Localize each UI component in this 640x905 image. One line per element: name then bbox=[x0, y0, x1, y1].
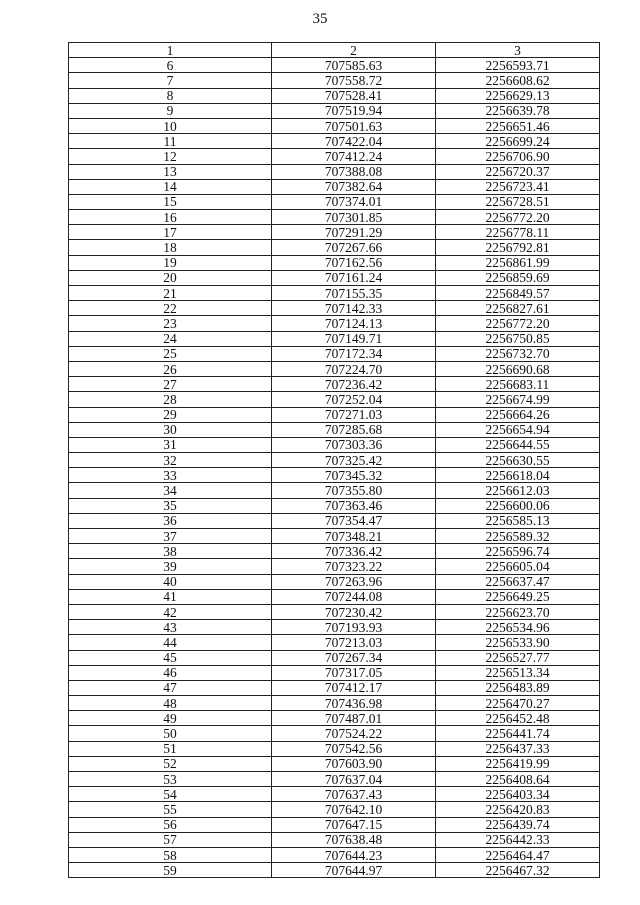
point-number-cell: 22 bbox=[69, 301, 272, 316]
point-number-cell: 11 bbox=[69, 134, 272, 149]
point-number-cell: 29 bbox=[69, 407, 272, 422]
y-coordinate-cell: 2256750.85 bbox=[436, 331, 600, 346]
x-coordinate-cell: 707142.33 bbox=[272, 301, 436, 316]
table-row bbox=[69, 422, 600, 437]
y-coordinate-cell: 2256654.94 bbox=[436, 422, 600, 437]
x-coordinate-cell: 707303.36 bbox=[272, 437, 436, 452]
point-number-cell: 31 bbox=[69, 437, 272, 452]
y-coordinate-cell: 2256651.46 bbox=[436, 118, 600, 133]
table-row bbox=[69, 711, 600, 726]
x-coordinate-cell: 707285.68 bbox=[272, 422, 436, 437]
x-coordinate-cell: 707336.42 bbox=[272, 544, 436, 559]
y-coordinate-cell: 2256674.99 bbox=[436, 392, 600, 407]
table-row bbox=[69, 589, 600, 604]
point-number-cell: 59 bbox=[69, 863, 272, 878]
x-coordinate-cell: 707637.04 bbox=[272, 772, 436, 787]
point-number-cell: 15 bbox=[69, 194, 272, 209]
point-number-cell: 41 bbox=[69, 589, 272, 604]
x-coordinate-cell: 707155.35 bbox=[272, 286, 436, 301]
table-row bbox=[69, 255, 600, 270]
table-row bbox=[69, 802, 600, 817]
y-coordinate-cell: 2256629.13 bbox=[436, 88, 600, 103]
point-number-cell: 51 bbox=[69, 741, 272, 756]
table-row bbox=[69, 468, 600, 483]
x-coordinate-cell: 707637.43 bbox=[272, 787, 436, 802]
x-coordinate-cell: 707267.66 bbox=[272, 240, 436, 255]
x-coordinate-cell: 707354.47 bbox=[272, 513, 436, 528]
table-row bbox=[69, 741, 600, 756]
x-coordinate-cell: 707644.23 bbox=[272, 847, 436, 862]
x-coordinate-cell: 707487.01 bbox=[272, 711, 436, 726]
y-coordinate-cell: 2256470.27 bbox=[436, 696, 600, 711]
table-row bbox=[69, 680, 600, 695]
point-number-cell: 52 bbox=[69, 756, 272, 771]
table-row bbox=[69, 407, 600, 422]
x-coordinate-cell: 707263.96 bbox=[272, 574, 436, 589]
table-row bbox=[69, 696, 600, 711]
x-coordinate-cell: 707317.05 bbox=[272, 665, 436, 680]
y-coordinate-cell: 2256792.81 bbox=[436, 240, 600, 255]
x-coordinate-cell: 707638.48 bbox=[272, 832, 436, 847]
table-row bbox=[69, 286, 600, 301]
table-row bbox=[69, 529, 600, 544]
y-coordinate-cell: 2256639.78 bbox=[436, 103, 600, 118]
point-number-cell: 9 bbox=[69, 103, 272, 118]
table-header-row bbox=[69, 43, 600, 58]
table-row bbox=[69, 498, 600, 513]
x-coordinate-cell: 707644.97 bbox=[272, 863, 436, 878]
table-row bbox=[69, 346, 600, 361]
point-number-cell: 49 bbox=[69, 711, 272, 726]
x-coordinate-cell: 707213.03 bbox=[272, 635, 436, 650]
y-coordinate-cell: 2256600.06 bbox=[436, 498, 600, 513]
y-coordinate-cell: 2256513.34 bbox=[436, 665, 600, 680]
table-row bbox=[69, 240, 600, 255]
x-coordinate-cell: 707230.42 bbox=[272, 604, 436, 619]
column-header: 1 bbox=[69, 43, 272, 58]
table-row bbox=[69, 361, 600, 376]
table-row bbox=[69, 574, 600, 589]
table-row bbox=[69, 772, 600, 787]
y-coordinate-cell: 2256589.32 bbox=[436, 529, 600, 544]
x-coordinate-cell: 707524.22 bbox=[272, 726, 436, 741]
table-row bbox=[69, 194, 600, 209]
point-number-cell: 36 bbox=[69, 513, 272, 528]
point-number-cell: 27 bbox=[69, 377, 272, 392]
y-coordinate-cell: 2256772.20 bbox=[436, 316, 600, 331]
point-number-cell: 47 bbox=[69, 680, 272, 695]
point-number-cell: 6 bbox=[69, 58, 272, 73]
table-row bbox=[69, 331, 600, 346]
table-row bbox=[69, 604, 600, 619]
point-number-cell: 54 bbox=[69, 787, 272, 802]
table-row bbox=[69, 817, 600, 832]
y-coordinate-cell: 2256706.90 bbox=[436, 149, 600, 164]
point-number-cell: 40 bbox=[69, 574, 272, 589]
x-coordinate-cell: 707267.34 bbox=[272, 650, 436, 665]
y-coordinate-cell: 2256464.47 bbox=[436, 847, 600, 862]
x-coordinate-cell: 707252.04 bbox=[272, 392, 436, 407]
table-row bbox=[69, 544, 600, 559]
y-coordinate-cell: 2256683.11 bbox=[436, 377, 600, 392]
x-coordinate-cell: 707528.41 bbox=[272, 88, 436, 103]
point-number-cell: 45 bbox=[69, 650, 272, 665]
table-row bbox=[69, 726, 600, 741]
point-number-cell: 35 bbox=[69, 498, 272, 513]
y-coordinate-cell: 2256859.69 bbox=[436, 270, 600, 285]
y-coordinate-cell: 2256596.74 bbox=[436, 544, 600, 559]
y-coordinate-cell: 2256441.74 bbox=[436, 726, 600, 741]
point-number-cell: 48 bbox=[69, 696, 272, 711]
x-coordinate-cell: 707363.46 bbox=[272, 498, 436, 513]
y-coordinate-cell: 2256533.90 bbox=[436, 635, 600, 650]
y-coordinate-cell: 2256442.33 bbox=[436, 832, 600, 847]
y-coordinate-cell: 2256728.51 bbox=[436, 194, 600, 209]
point-number-cell: 30 bbox=[69, 422, 272, 437]
table-row bbox=[69, 756, 600, 771]
point-number-cell: 19 bbox=[69, 255, 272, 270]
point-number-cell: 50 bbox=[69, 726, 272, 741]
x-coordinate-cell: 707542.56 bbox=[272, 741, 436, 756]
x-coordinate-cell: 707161.24 bbox=[272, 270, 436, 285]
table-row bbox=[69, 650, 600, 665]
x-coordinate-cell: 707224.70 bbox=[272, 361, 436, 376]
table-row bbox=[69, 559, 600, 574]
point-number-cell: 24 bbox=[69, 331, 272, 346]
y-coordinate-cell: 2256408.64 bbox=[436, 772, 600, 787]
y-coordinate-cell: 2256605.04 bbox=[436, 559, 600, 574]
x-coordinate-cell: 707244.08 bbox=[272, 589, 436, 604]
y-coordinate-cell: 2256827.61 bbox=[436, 301, 600, 316]
x-coordinate-cell: 707642.10 bbox=[272, 802, 436, 817]
column-header: 3 bbox=[436, 43, 600, 58]
table-row bbox=[69, 88, 600, 103]
y-coordinate-cell: 2256861.99 bbox=[436, 255, 600, 270]
table-row bbox=[69, 58, 600, 73]
table-row bbox=[69, 453, 600, 468]
y-coordinate-cell: 2256690.68 bbox=[436, 361, 600, 376]
point-number-cell: 7 bbox=[69, 73, 272, 88]
coordinates-table bbox=[68, 42, 600, 878]
table-row bbox=[69, 179, 600, 194]
x-coordinate-cell: 707345.32 bbox=[272, 468, 436, 483]
y-coordinate-cell: 2256593.71 bbox=[436, 58, 600, 73]
x-coordinate-cell: 707193.93 bbox=[272, 620, 436, 635]
table-row bbox=[69, 483, 600, 498]
y-coordinate-cell: 2256608.62 bbox=[436, 73, 600, 88]
y-coordinate-cell: 2256618.04 bbox=[436, 468, 600, 483]
x-coordinate-cell: 707355.80 bbox=[272, 483, 436, 498]
point-number-cell: 38 bbox=[69, 544, 272, 559]
table-row bbox=[69, 103, 600, 118]
table-row bbox=[69, 210, 600, 225]
y-coordinate-cell: 2256467.32 bbox=[436, 863, 600, 878]
table-row bbox=[69, 301, 600, 316]
point-number-cell: 25 bbox=[69, 346, 272, 361]
y-coordinate-cell: 2256419.99 bbox=[436, 756, 600, 771]
point-number-cell: 33 bbox=[69, 468, 272, 483]
table-row bbox=[69, 164, 600, 179]
point-number-cell: 23 bbox=[69, 316, 272, 331]
table-row bbox=[69, 392, 600, 407]
point-number-cell: 14 bbox=[69, 179, 272, 194]
x-coordinate-cell: 707149.71 bbox=[272, 331, 436, 346]
point-number-cell: 10 bbox=[69, 118, 272, 133]
table-row bbox=[69, 847, 600, 862]
y-coordinate-cell: 2256699.24 bbox=[436, 134, 600, 149]
table-row bbox=[69, 863, 600, 878]
table-row bbox=[69, 73, 600, 88]
point-number-cell: 18 bbox=[69, 240, 272, 255]
x-coordinate-cell: 707374.01 bbox=[272, 194, 436, 209]
y-coordinate-cell: 2256664.26 bbox=[436, 407, 600, 422]
y-coordinate-cell: 2256630.55 bbox=[436, 453, 600, 468]
point-number-cell: 43 bbox=[69, 620, 272, 635]
x-coordinate-cell: 707271.03 bbox=[272, 407, 436, 422]
y-coordinate-cell: 2256534.96 bbox=[436, 620, 600, 635]
y-coordinate-cell: 2256720.37 bbox=[436, 164, 600, 179]
point-number-cell: 58 bbox=[69, 847, 272, 862]
point-number-cell: 13 bbox=[69, 164, 272, 179]
y-coordinate-cell: 2256483.89 bbox=[436, 680, 600, 695]
y-coordinate-cell: 2256420.83 bbox=[436, 802, 600, 817]
y-coordinate-cell: 2256403.34 bbox=[436, 787, 600, 802]
point-number-cell: 32 bbox=[69, 453, 272, 468]
point-number-cell: 28 bbox=[69, 392, 272, 407]
y-coordinate-cell: 2256637.47 bbox=[436, 574, 600, 589]
table-row bbox=[69, 149, 600, 164]
point-number-cell: 16 bbox=[69, 210, 272, 225]
table-row bbox=[69, 316, 600, 331]
table-row bbox=[69, 635, 600, 650]
y-coordinate-cell: 2256437.33 bbox=[436, 741, 600, 756]
y-coordinate-cell: 2256778.11 bbox=[436, 225, 600, 240]
column-header: 2 bbox=[272, 43, 436, 58]
table-row bbox=[69, 787, 600, 802]
table-row bbox=[69, 665, 600, 680]
x-coordinate-cell: 707388.08 bbox=[272, 164, 436, 179]
x-coordinate-cell: 707348.21 bbox=[272, 529, 436, 544]
point-number-cell: 56 bbox=[69, 817, 272, 832]
x-coordinate-cell: 707412.24 bbox=[272, 149, 436, 164]
point-number-cell: 46 bbox=[69, 665, 272, 680]
point-number-cell: 53 bbox=[69, 772, 272, 787]
y-coordinate-cell: 2256772.20 bbox=[436, 210, 600, 225]
y-coordinate-cell: 2256585.13 bbox=[436, 513, 600, 528]
x-coordinate-cell: 707422.04 bbox=[272, 134, 436, 149]
point-number-cell: 37 bbox=[69, 529, 272, 544]
point-number-cell: 57 bbox=[69, 832, 272, 847]
y-coordinate-cell: 2256723.41 bbox=[436, 179, 600, 194]
y-coordinate-cell: 2256527.77 bbox=[436, 650, 600, 665]
x-coordinate-cell: 707162.56 bbox=[272, 255, 436, 270]
x-coordinate-cell: 707585.63 bbox=[272, 58, 436, 73]
table-body bbox=[69, 58, 600, 878]
table-row bbox=[69, 118, 600, 133]
x-coordinate-cell: 707236.42 bbox=[272, 377, 436, 392]
point-number-cell: 42 bbox=[69, 604, 272, 619]
x-coordinate-cell: 707382.64 bbox=[272, 179, 436, 194]
table-row bbox=[69, 437, 600, 452]
point-number-cell: 12 bbox=[69, 149, 272, 164]
point-number-cell: 21 bbox=[69, 286, 272, 301]
point-number-cell: 26 bbox=[69, 361, 272, 376]
table-row bbox=[69, 225, 600, 240]
x-coordinate-cell: 707558.72 bbox=[272, 73, 436, 88]
y-coordinate-cell: 2256612.03 bbox=[436, 483, 600, 498]
x-coordinate-cell: 707325.42 bbox=[272, 453, 436, 468]
point-number-cell: 17 bbox=[69, 225, 272, 240]
x-coordinate-cell: 707647.15 bbox=[272, 817, 436, 832]
x-coordinate-cell: 707291.29 bbox=[272, 225, 436, 240]
x-coordinate-cell: 707412.17 bbox=[272, 680, 436, 695]
x-coordinate-cell: 707436.98 bbox=[272, 696, 436, 711]
x-coordinate-cell: 707301.85 bbox=[272, 210, 436, 225]
y-coordinate-cell: 2256623.70 bbox=[436, 604, 600, 619]
y-coordinate-cell: 2256452.48 bbox=[436, 711, 600, 726]
x-coordinate-cell: 707501.63 bbox=[272, 118, 436, 133]
point-number-cell: 55 bbox=[69, 802, 272, 817]
x-coordinate-cell: 707172.34 bbox=[272, 346, 436, 361]
table-row bbox=[69, 270, 600, 285]
x-coordinate-cell: 707519.94 bbox=[272, 103, 436, 118]
y-coordinate-cell: 2256649.25 bbox=[436, 589, 600, 604]
page-number: 35 bbox=[312, 11, 328, 27]
point-number-cell: 39 bbox=[69, 559, 272, 574]
y-coordinate-cell: 2256644.55 bbox=[436, 437, 600, 452]
table-row bbox=[69, 832, 600, 847]
point-number-cell: 44 bbox=[69, 635, 272, 650]
table-row bbox=[69, 513, 600, 528]
y-coordinate-cell: 2256849.57 bbox=[436, 286, 600, 301]
point-number-cell: 8 bbox=[69, 88, 272, 103]
x-coordinate-cell: 707124.13 bbox=[272, 316, 436, 331]
point-number-cell: 20 bbox=[69, 270, 272, 285]
point-number-cell: 34 bbox=[69, 483, 272, 498]
table-row bbox=[69, 620, 600, 635]
table-row bbox=[69, 134, 600, 149]
table-row bbox=[69, 377, 600, 392]
y-coordinate-cell: 2256732.70 bbox=[436, 346, 600, 361]
x-coordinate-cell: 707323.22 bbox=[272, 559, 436, 574]
x-coordinate-cell: 707603.90 bbox=[272, 756, 436, 771]
y-coordinate-cell: 2256439.74 bbox=[436, 817, 600, 832]
